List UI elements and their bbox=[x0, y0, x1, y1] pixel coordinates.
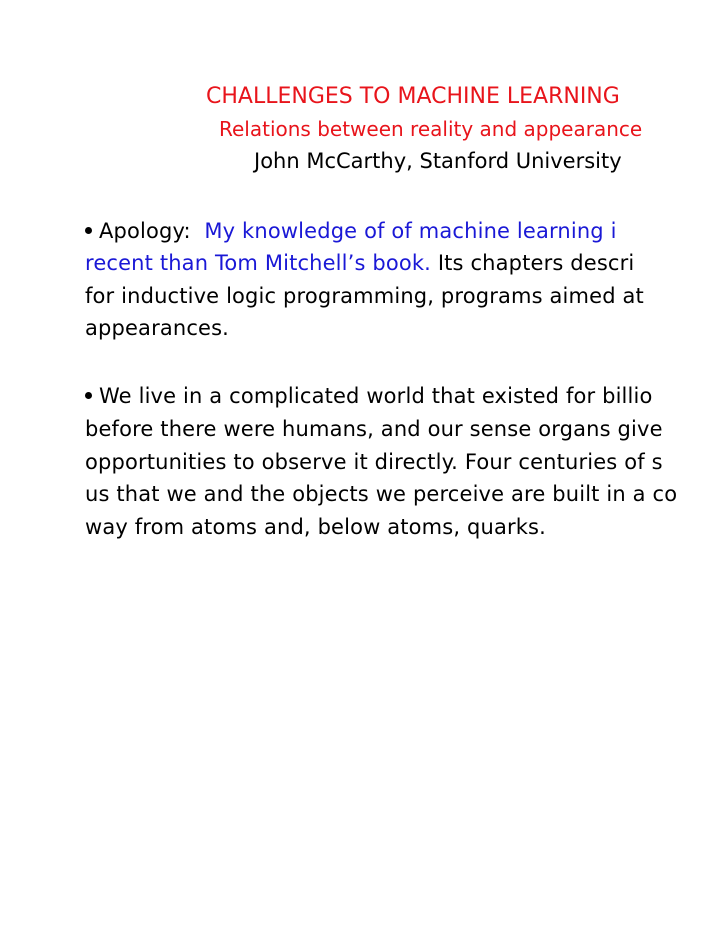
bullet-icon bbox=[85, 392, 92, 399]
body-text: Its chapters descri bbox=[431, 251, 635, 275]
paragraph-2-line-4: us that we and the objects we perceive are built in a co bbox=[85, 482, 678, 506]
paragraph-1-line-3: for inductive logic programming, programs aimed at bbox=[85, 284, 644, 308]
author-line: John McCarthy, Stanford University bbox=[254, 149, 622, 173]
paragraph-2-line-1 bbox=[85, 383, 653, 409]
body-text: We live in a complicated world that existed for billio bbox=[99, 384, 653, 408]
paragraph-2-line-3: opportunities to observe it directly. Four centuries of s bbox=[85, 450, 663, 474]
slide-title: CHALLENGES TO MACHINE LEARNING bbox=[206, 84, 620, 109]
paragraph-1-line-2 bbox=[85, 250, 634, 276]
apology-label: Apology: bbox=[99, 219, 205, 243]
paragraph-2-line-5: way from atoms and, below atoms, quarks. bbox=[85, 515, 546, 539]
paragraph-1-line-1 bbox=[85, 218, 617, 244]
highlighted-text: My knowledge of of machine learning i bbox=[204, 219, 617, 243]
bullet-icon bbox=[85, 227, 92, 234]
paragraph-2-line-2: before there were humans, and our sense organs give bbox=[85, 417, 663, 441]
highlighted-text: recent than Tom Mitchell’s book. bbox=[85, 251, 431, 275]
paragraph-1-line-4: appearances. bbox=[85, 316, 230, 340]
slide-subtitle: Relations between reality and appearance bbox=[219, 117, 643, 141]
